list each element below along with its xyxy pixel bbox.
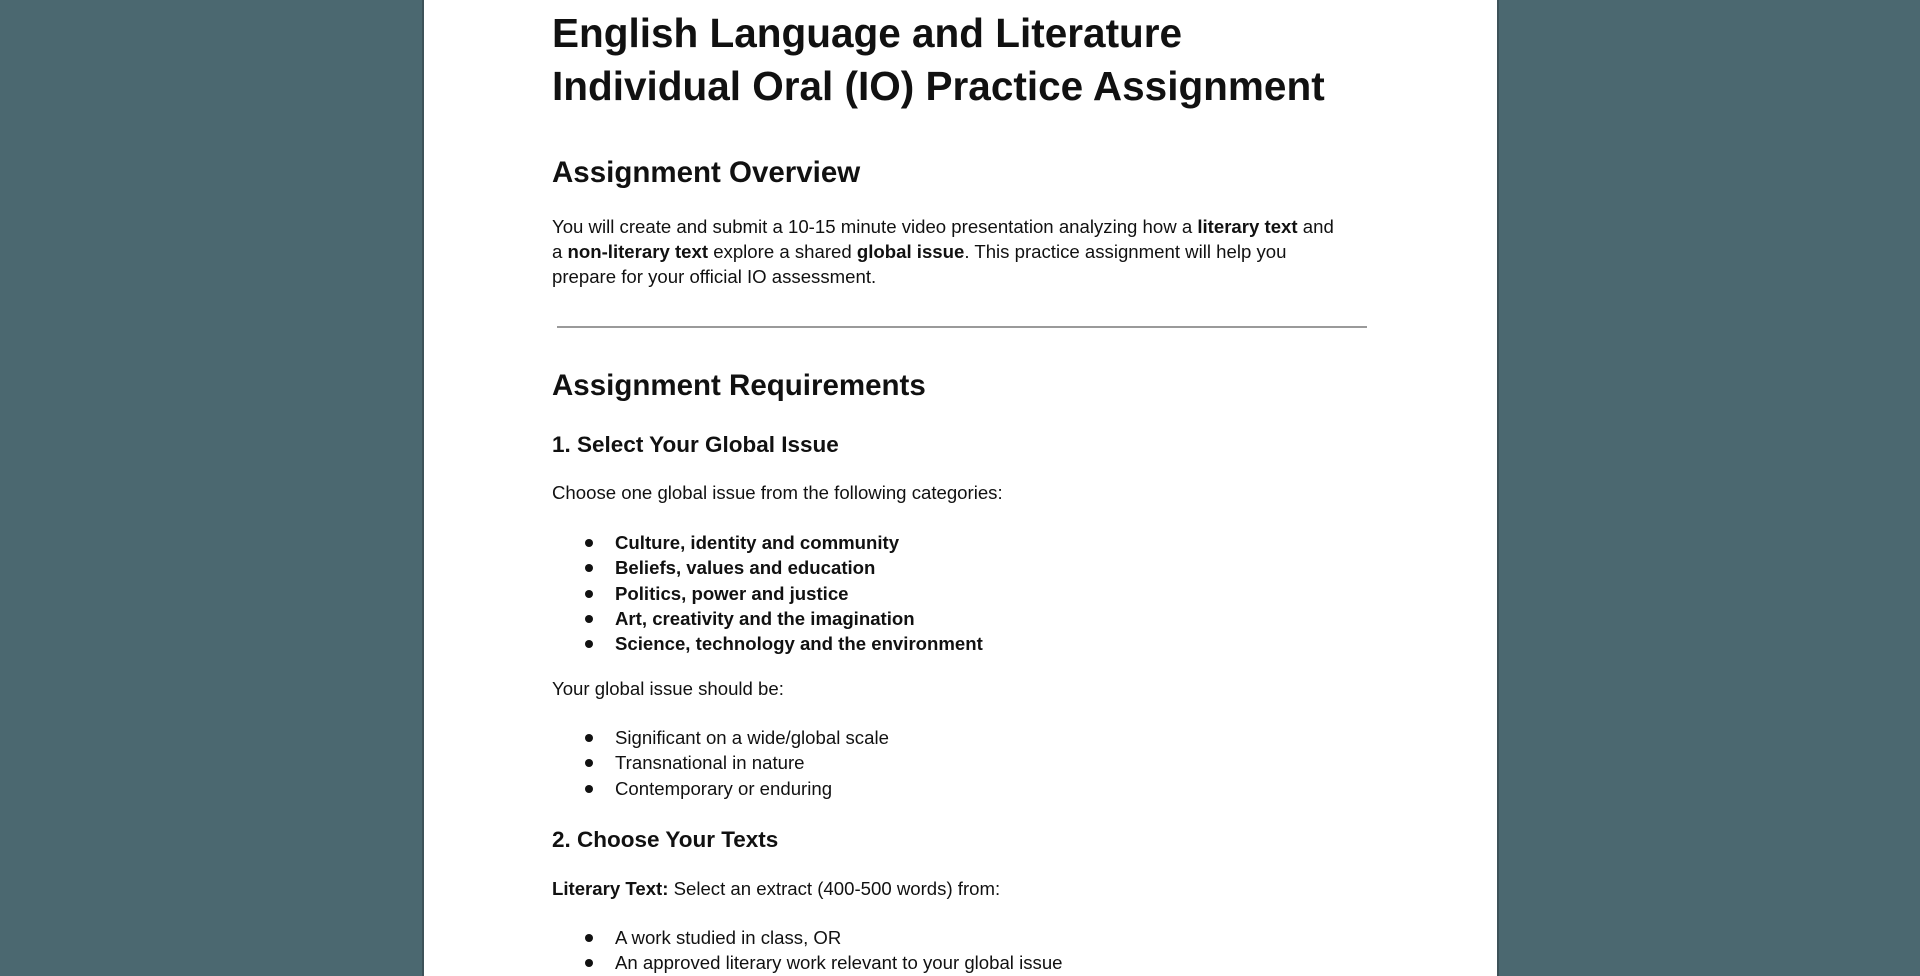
document-page	[422, 0, 1499, 976]
bullet-icon	[585, 959, 593, 967]
overview-heading: Assignment Overview	[552, 156, 861, 189]
overview-text: a	[552, 241, 568, 263]
horizontal-rule	[557, 326, 1367, 328]
overview-bold-literary: literary text	[1197, 216, 1298, 237]
list-item	[552, 555, 983, 580]
overview-text: . This practice assignment will help you	[964, 241, 1287, 263]
list-item	[552, 776, 889, 801]
list-item	[552, 950, 1063, 975]
section1-intro: Choose one global issue from the following categories:	[552, 482, 1003, 503]
bullet-icon	[585, 539, 593, 547]
bullet-icon	[585, 590, 593, 598]
list-item	[552, 530, 983, 555]
list-item	[552, 925, 1063, 950]
overview-bold-nonliterary: non-literary text	[567, 241, 709, 263]
literary-text-paragraph	[552, 876, 1000, 901]
title-line-2: Individual Oral (IO) Practice Assignment	[552, 63, 1325, 109]
list-item-text: Politics, power and justice	[615, 582, 849, 604]
overview-text: and	[1297, 216, 1334, 237]
bullet-icon	[585, 640, 593, 648]
literary-options-list	[552, 925, 1063, 976]
global-issue-criteria-list	[552, 725, 889, 801]
list-item-text: Significant on a wide/global scale	[615, 727, 889, 748]
list-item-text: An approved literary work relevant to your global issue	[615, 952, 1063, 974]
literary-text-description: Select an extract (400-500 words) from:	[668, 878, 1001, 899]
criteria-intro: Your global issue should be:	[552, 678, 784, 699]
list-item	[552, 581, 983, 606]
overview-text: explore a shared	[708, 241, 857, 263]
list-item	[552, 631, 983, 656]
list-item-text: Contemporary or enduring	[615, 777, 833, 799]
list-item-text: Beliefs, values and education	[615, 557, 876, 579]
list-item-text: Transnational in nature	[615, 752, 805, 774]
bullet-icon	[585, 759, 593, 767]
section2-heading: 2. Choose Your Texts	[552, 827, 779, 852]
list-item-text: Art, creativity and the imagination	[615, 607, 915, 629]
overview-paragraph	[552, 214, 1334, 290]
list-item-text: Science, technology and the environment	[615, 633, 983, 655]
list-item	[552, 750, 889, 775]
bullet-icon	[585, 934, 593, 942]
title-line-1: English Language and Literature	[552, 10, 1183, 56]
requirements-heading: Assignment Requirements	[552, 369, 926, 402]
list-item	[552, 606, 983, 631]
bullet-icon	[585, 615, 593, 623]
document-title	[552, 7, 1325, 113]
section1-heading: 1. Select Your Global Issue	[552, 432, 839, 457]
global-issue-categories-list	[552, 530, 983, 656]
list-item-text: Culture, identity and community	[615, 532, 900, 553]
bullet-icon	[585, 785, 593, 793]
literary-text-label: Literary Text:	[552, 878, 669, 899]
overview-bold-global-issue: global issue	[856, 241, 965, 263]
list-item	[552, 725, 889, 750]
overview-text: prepare for your official IO assessment.	[552, 266, 877, 288]
bullet-icon	[585, 564, 593, 572]
overview-text: You will create and submit a 10-15 minute video presentation analyzing how a	[552, 216, 1198, 237]
bullet-icon	[585, 734, 593, 742]
list-item-text: A work studied in class, OR	[615, 927, 842, 948]
